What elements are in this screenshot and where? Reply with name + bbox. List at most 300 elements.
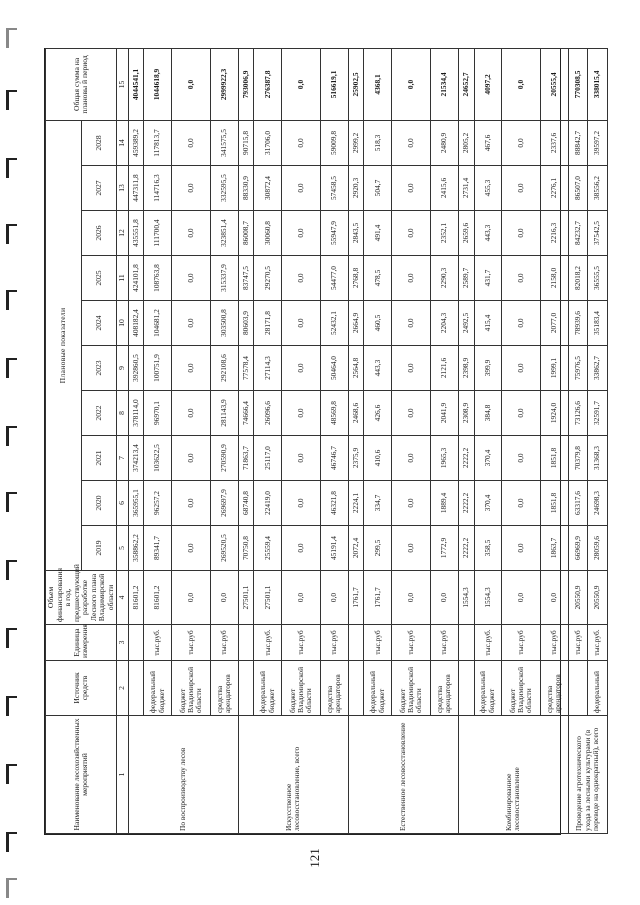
- header-unit: Единица измерения: [46, 625, 117, 661]
- binder-hole: [6, 764, 17, 784]
- year-value-cell: 28171,8: [254, 301, 282, 346]
- year-value-cell: 1924,0: [541, 391, 569, 436]
- funding-source: [128, 661, 144, 716]
- year-value-cell: 32591,7: [588, 391, 608, 436]
- year-value-cell: 2121,6: [431, 346, 459, 391]
- year-value-cell: 0,0: [281, 120, 320, 165]
- year-value-cell: 281143,9: [211, 391, 239, 436]
- year-value-cell: 1863,7: [541, 526, 569, 571]
- year-value-cell: 467,6: [474, 120, 502, 165]
- total-cell: 0,0: [281, 48, 320, 120]
- year-value-cell: 0,0: [391, 436, 430, 481]
- year-value-cell: 90715,8: [238, 120, 254, 165]
- year-value-cell: 0,0: [502, 526, 541, 571]
- year-value-cell: 57458,5: [321, 166, 349, 211]
- year-value-cell: 0,0: [171, 301, 210, 346]
- binder-hole: [6, 158, 17, 178]
- year-value-cell: 37542,5: [588, 211, 608, 256]
- year-value-cell: 1851,8: [541, 481, 569, 526]
- year-value-cell: 35183,4: [588, 301, 608, 346]
- year-value-cell: 104681,2: [144, 301, 172, 346]
- year-value-cell: 2041,9: [431, 391, 459, 436]
- year-value-cell: 408182,4: [128, 301, 144, 346]
- funding-cell: 0,0: [391, 571, 430, 625]
- year-value-cell: 96970,1: [144, 391, 172, 436]
- funding-source: средства арендаторов: [321, 661, 349, 716]
- column-number: 12: [117, 211, 129, 256]
- year-value-cell: 0,0: [502, 120, 541, 165]
- year-value-cell: 447311,8: [128, 166, 144, 211]
- year-value-cell: 48569,8: [321, 391, 349, 436]
- year-value-cell: 88842,7: [568, 120, 588, 165]
- table-row-section-total: [238, 48, 254, 833]
- year-value-cell: 27114,3: [254, 346, 282, 391]
- year-value-cell: 2158,0: [541, 256, 569, 301]
- header-year: 2026: [81, 211, 117, 256]
- header-year: 2024: [81, 301, 117, 346]
- unit-cell: [458, 625, 474, 661]
- year-value-cell: 24698,3: [588, 481, 608, 526]
- year-value-cell: 0,0: [171, 256, 210, 301]
- year-value-cell: 30060,8: [254, 211, 282, 256]
- year-value-cell: 2308,9: [458, 391, 474, 436]
- year-value-cell: 269520,5: [211, 526, 239, 571]
- column-number: 8: [117, 391, 129, 436]
- header-planned: Плановые показатели: [46, 120, 82, 570]
- year-value-cell: 0,0: [281, 481, 320, 526]
- year-value-cell: 29270,5: [254, 256, 282, 301]
- year-value-cell: 89341,7: [144, 526, 172, 571]
- year-value-cell: 1851,8: [541, 436, 569, 481]
- year-value-cell: 25559,4: [254, 526, 282, 571]
- year-value-cell: 59009,8: [321, 120, 349, 165]
- year-value-cell: 410,6: [364, 436, 392, 481]
- header-row-main: [46, 48, 82, 833]
- funding-cell: 0,0: [502, 571, 541, 625]
- year-value-cell: 299,5: [364, 526, 392, 571]
- year-value-cell: 2999,2: [348, 120, 364, 165]
- year-value-cell: 73126,6: [568, 391, 588, 436]
- year-value-cell: 365955,1: [128, 481, 144, 526]
- year-value-cell: 71863,7: [238, 436, 254, 481]
- table-row-section-total: [458, 48, 474, 833]
- year-value-cell: 2398,9: [458, 346, 474, 391]
- unit-cell: тыс.руб: [502, 625, 541, 661]
- column-number: 15: [117, 48, 129, 120]
- year-value-cell: 2589,7: [458, 256, 474, 301]
- year-value-cell: 68740,8: [238, 481, 254, 526]
- year-value-cell: 415,4: [474, 301, 502, 346]
- column-number: 5: [117, 526, 129, 571]
- year-value-cell: 0,0: [391, 256, 430, 301]
- year-value-cell: 0,0: [502, 481, 541, 526]
- table-row-section-total: [348, 48, 364, 833]
- year-value-cell: 384,8: [474, 391, 502, 436]
- funding-cell: 0,0: [321, 571, 349, 625]
- binder-hole: [6, 426, 17, 446]
- column-number: 4: [117, 571, 129, 625]
- year-value-cell: 370,4: [474, 481, 502, 526]
- year-value-cell: 0,0: [502, 211, 541, 256]
- year-value-cell: 2564,8: [348, 346, 364, 391]
- year-value-cell: 0,0: [171, 391, 210, 436]
- year-value-cell: 0,0: [391, 301, 430, 346]
- funding-cell: 81601,2: [144, 571, 172, 625]
- year-value-cell: 0,0: [281, 166, 320, 211]
- year-value-cell: 2768,8: [348, 256, 364, 301]
- funding-source: бюджет Владимирской области: [502, 661, 541, 716]
- year-value-cell: 0,0: [281, 301, 320, 346]
- year-value-cell: 46746,7: [321, 436, 349, 481]
- unit-cell: [128, 625, 144, 661]
- total-cell: 0,0: [502, 48, 541, 120]
- year-value-cell: 52432,1: [321, 301, 349, 346]
- year-value-cell: 0,0: [502, 346, 541, 391]
- funding-cell: 1554,3: [474, 571, 502, 625]
- header-source: Источник средств: [46, 661, 117, 716]
- year-value-cell: 431,7: [474, 256, 502, 301]
- header-year: 2019: [81, 526, 117, 571]
- total-cell: 25902,5: [348, 48, 364, 120]
- year-value-cell: 0,0: [502, 391, 541, 436]
- year-value-cell: 86008,7: [238, 211, 254, 256]
- year-value-cell: 83747,5: [238, 256, 254, 301]
- year-value-cell: 2222,2: [458, 436, 474, 481]
- year-value-cell: 54477,0: [321, 256, 349, 301]
- year-value-cell: 0,0: [391, 166, 430, 211]
- year-value-cell: 74666,4: [238, 391, 254, 436]
- year-value-cell: 455,3: [474, 166, 502, 211]
- year-value-cell: 1772,9: [431, 526, 459, 571]
- total-cell: 4044541,1: [128, 48, 144, 120]
- total-cell: 0,0: [171, 48, 210, 120]
- funding-source: федеральный бюджет: [144, 661, 172, 716]
- funding-cell: 1761,7: [364, 571, 392, 625]
- unit-cell: тыс.руб.: [144, 625, 172, 661]
- funding-cell: 0,0: [211, 571, 239, 625]
- year-value-cell: 0,0: [281, 211, 320, 256]
- year-value-cell: 460,5: [364, 301, 392, 346]
- header-year: 2020: [81, 481, 117, 526]
- funding-source: бюджет Владимирской области: [391, 661, 430, 716]
- year-value-cell: 2222,2: [458, 481, 474, 526]
- year-value-cell: 459389,2: [128, 120, 144, 165]
- year-value-cell: 63317,6: [568, 481, 588, 526]
- header-year: 2021: [81, 436, 117, 481]
- funding-cell: 0,0: [171, 571, 210, 625]
- year-value-cell: 0,0: [171, 166, 210, 211]
- year-value-cell: 424101,8: [128, 256, 144, 301]
- binder-hole: [6, 28, 17, 48]
- year-value-cell: 77578,4: [238, 346, 254, 391]
- year-value-cell: 341575,5: [211, 120, 239, 165]
- total-cell: 4368,1: [364, 48, 392, 120]
- header-total: Общая сумма на плановы й период: [46, 48, 117, 120]
- year-value-cell: 2290,3: [431, 256, 459, 301]
- unit-cell: тыс.руб: [364, 625, 392, 661]
- year-value-cell: 2352,1: [431, 211, 459, 256]
- funding-cell: 1554,3: [458, 571, 474, 625]
- year-value-cell: 22419,0: [254, 481, 282, 526]
- table-row-section-total: [568, 48, 588, 833]
- year-value-cell: 80603,9: [238, 301, 254, 346]
- column-number: 1: [117, 716, 129, 834]
- funding-source: средства арендаторов: [431, 661, 459, 716]
- funding-cell: 81601,2: [128, 571, 144, 625]
- year-value-cell: 392860,5: [128, 346, 144, 391]
- column-number: 2: [117, 661, 129, 716]
- unit-cell: тыс.руб: [431, 625, 459, 661]
- year-value-cell: 0,0: [171, 436, 210, 481]
- total-cell: 2999922,3: [211, 48, 239, 120]
- year-value-cell: 96257,2: [144, 481, 172, 526]
- header-year: 2027: [81, 166, 117, 211]
- year-value-cell: 46321,8: [321, 481, 349, 526]
- year-value-cell: 82018,2: [568, 256, 588, 301]
- total-cell: 1044618,9: [144, 48, 172, 120]
- year-value-cell: 2805,2: [458, 120, 474, 165]
- binder-hole: [6, 224, 17, 244]
- activity-name: Искусственное лесовосстановление, всего: [238, 716, 348, 834]
- year-value-cell: 2843,5: [348, 211, 364, 256]
- unit-cell: [348, 625, 364, 661]
- year-value-cell: 2468,6: [348, 391, 364, 436]
- year-value-cell: 0,0: [391, 481, 430, 526]
- total-cell: 770308,5: [568, 48, 588, 120]
- year-value-cell: 2659,6: [458, 211, 474, 256]
- year-value-cell: 0,0: [502, 256, 541, 301]
- column-number: 9: [117, 346, 129, 391]
- column-number: 3: [117, 625, 129, 661]
- year-value-cell: 1999,1: [541, 346, 569, 391]
- table-body: [128, 48, 608, 833]
- year-value-cell: 378114,0: [128, 391, 144, 436]
- binder-hole: [6, 492, 17, 512]
- funding-source: [568, 661, 588, 716]
- funding-cell: 27501,1: [238, 571, 254, 625]
- year-value-cell: 66969,9: [568, 526, 588, 571]
- column-number: 14: [117, 120, 129, 165]
- total-cell: 516619,1: [321, 48, 349, 120]
- year-value-cell: 0,0: [502, 166, 541, 211]
- year-value-cell: 358,5: [474, 526, 502, 571]
- year-value-cell: 26096,6: [254, 391, 282, 436]
- year-value-cell: 0,0: [171, 346, 210, 391]
- year-value-cell: 315337,9: [211, 256, 239, 301]
- year-value-cell: 50464,0: [321, 346, 349, 391]
- year-value-cell: 0,0: [171, 526, 210, 571]
- unit-cell: тыс.руб: [541, 625, 569, 661]
- year-value-cell: 2337,6: [541, 120, 569, 165]
- year-value-cell: 0,0: [502, 436, 541, 481]
- funding-cell: 0,0: [541, 571, 569, 625]
- year-value-cell: 518,3: [364, 120, 392, 165]
- total-cell: 338015,4: [588, 48, 608, 120]
- year-value-cell: 86507,0: [568, 166, 588, 211]
- unit-cell: тыс.руб: [321, 625, 349, 661]
- year-value-cell: 70379,8: [568, 436, 588, 481]
- year-value-cell: 426,6: [364, 391, 392, 436]
- year-value-cell: 2664,9: [348, 301, 364, 346]
- header-year: 2022: [81, 391, 117, 436]
- year-value-cell: 443,3: [364, 346, 392, 391]
- year-value-cell: 2077,0: [541, 301, 569, 346]
- unit-cell: тыс.руб: [391, 625, 430, 661]
- year-value-cell: 0,0: [281, 391, 320, 436]
- rotated-table-sheet: [44, 48, 602, 835]
- binder-hole: [6, 878, 17, 898]
- year-value-cell: 478,5: [364, 256, 392, 301]
- year-value-cell: 108763,8: [144, 256, 172, 301]
- unit-cell: тыс.руб.: [254, 625, 282, 661]
- page-number: 121: [307, 848, 322, 868]
- header-year: 2025: [81, 256, 117, 301]
- year-value-cell: 0,0: [391, 211, 430, 256]
- year-value-cell: 0,0: [391, 391, 430, 436]
- total-cell: 276387,8: [254, 48, 282, 120]
- funding-source: средства арендаторов: [541, 661, 569, 716]
- funding-cell: 20550,9: [588, 571, 608, 625]
- funding-source: бюджет Владимирской области: [281, 661, 320, 716]
- year-value-cell: 443,3: [474, 211, 502, 256]
- year-value-cell: 2204,3: [431, 301, 459, 346]
- year-value-cell: 0,0: [281, 436, 320, 481]
- year-value-cell: 30872,4: [254, 166, 282, 211]
- year-value-cell: 2415,6: [431, 166, 459, 211]
- year-value-cell: 38556,2: [588, 166, 608, 211]
- binder-hole: [6, 628, 17, 648]
- year-value-cell: 370,4: [474, 436, 502, 481]
- year-value-cell: 332595,5: [211, 166, 239, 211]
- binder-hole: [6, 90, 17, 110]
- funding-cell: 0,0: [281, 571, 320, 625]
- year-value-cell: 0,0: [391, 526, 430, 571]
- header-name: Наименование лесохозяйственных мероприятий: [46, 716, 117, 834]
- year-value-cell: 2731,4: [458, 166, 474, 211]
- column-number: 7: [117, 436, 129, 481]
- year-value-cell: 504,7: [364, 166, 392, 211]
- total-cell: 24652,7: [458, 48, 474, 120]
- funding-source: [348, 661, 364, 716]
- year-value-cell: 117813,7: [144, 120, 172, 165]
- year-value-cell: 45191,4: [321, 526, 349, 571]
- total-cell: 0,0: [391, 48, 430, 120]
- year-value-cell: 0,0: [391, 120, 430, 165]
- funding-source: федеральный бюджет: [474, 661, 502, 716]
- header-year: 2023: [81, 346, 117, 391]
- column-number: 13: [117, 166, 129, 211]
- binder-hole: [6, 832, 17, 852]
- year-value-cell: 78939,6: [568, 301, 588, 346]
- binder-hole: [6, 290, 17, 310]
- year-value-cell: 36555,5: [588, 256, 608, 301]
- year-value-cell: 2480,9: [431, 120, 459, 165]
- header-row-numbers: [117, 48, 129, 833]
- unit-cell: тыс.руб.: [474, 625, 502, 661]
- year-value-cell: 84232,7: [568, 211, 588, 256]
- year-value-cell: 70750,8: [238, 526, 254, 571]
- funding-cell: 1761,7: [348, 571, 364, 625]
- year-value-cell: 303500,8: [211, 301, 239, 346]
- year-value-cell: 0,0: [281, 256, 320, 301]
- year-value-cell: 103622,5: [144, 436, 172, 481]
- funding-table: [45, 48, 608, 834]
- year-value-cell: 0,0: [281, 346, 320, 391]
- total-cell: 4097,2: [474, 48, 502, 120]
- year-value-cell: 0,0: [171, 120, 210, 165]
- funding-source: [458, 661, 474, 716]
- year-value-cell: 2224,1: [348, 481, 364, 526]
- funding-source: бюджет Владимирской области: [171, 661, 210, 716]
- year-value-cell: 435551,8: [128, 211, 144, 256]
- year-value-cell: 55947,9: [321, 211, 349, 256]
- year-value-cell: 2375,9: [348, 436, 364, 481]
- year-value-cell: 292108,6: [211, 346, 239, 391]
- column-number: 6: [117, 481, 129, 526]
- funding-source: [238, 661, 254, 716]
- year-value-cell: 2492,5: [458, 301, 474, 346]
- funding-cell: 27501,1: [254, 571, 282, 625]
- year-value-cell: 88330,9: [238, 166, 254, 211]
- funding-source: средства арендаторов: [211, 661, 239, 716]
- funding-source: федеральный бюджет: [254, 661, 282, 716]
- unit-cell: тыс.руб: [171, 625, 210, 661]
- year-value-cell: 28059,6: [588, 526, 608, 571]
- header-funding: Объем финансирования в год, предшествующий разработке Лесного плана Владимирской области: [46, 571, 117, 625]
- year-value-cell: 491,4: [364, 211, 392, 256]
- year-value-cell: 114716,3: [144, 166, 172, 211]
- activity-name: Естественное лесовосстановление: [348, 716, 458, 834]
- year-value-cell: 1965,3: [431, 436, 459, 481]
- year-value-cell: 2276,1: [541, 166, 569, 211]
- year-value-cell: 2920,3: [348, 166, 364, 211]
- year-value-cell: 0,0: [171, 481, 210, 526]
- year-value-cell: 111700,4: [144, 211, 172, 256]
- year-value-cell: 31706,0: [254, 120, 282, 165]
- year-value-cell: 25117,0: [254, 436, 282, 481]
- funding-cell: 0,0: [431, 571, 459, 625]
- total-cell: 793006,9: [238, 48, 254, 120]
- binder-hole: [6, 560, 17, 580]
- unit-cell: тыс.руб: [211, 625, 239, 661]
- year-value-cell: 33862,7: [588, 346, 608, 391]
- activity-name: По воспроизводству лесов: [128, 716, 238, 834]
- year-value-cell: 358862,2: [128, 526, 144, 571]
- year-value-cell: 31368,3: [588, 436, 608, 481]
- year-value-cell: 334,7: [364, 481, 392, 526]
- year-value-cell: 0,0: [391, 346, 430, 391]
- binder-hole: [6, 358, 17, 378]
- year-value-cell: 0,0: [281, 526, 320, 571]
- activity-name: Комбинированное лесовосстановление: [458, 716, 568, 834]
- year-value-cell: 0,0: [502, 301, 541, 346]
- total-cell: 21534,4: [431, 48, 459, 120]
- year-value-cell: 2216,3: [541, 211, 569, 256]
- year-value-cell: 323851,4: [211, 211, 239, 256]
- funding-source: федеральный бюджет: [364, 661, 392, 716]
- total-cell: 20555,4: [541, 48, 569, 120]
- activity-name: Проведение агротехнического ухода за лесными культурами (в переводе на однократный), всего: [568, 716, 607, 834]
- binder-hole: [6, 696, 17, 716]
- unit-cell: тыс.руб: [568, 625, 588, 661]
- table-row-section-total: [128, 48, 144, 833]
- year-value-cell: 75976,5: [568, 346, 588, 391]
- unit-cell: [238, 625, 254, 661]
- column-number: 11: [117, 256, 129, 301]
- year-value-cell: 270590,9: [211, 436, 239, 481]
- column-number: 10: [117, 301, 129, 346]
- year-value-cell: 39597,2: [588, 120, 608, 165]
